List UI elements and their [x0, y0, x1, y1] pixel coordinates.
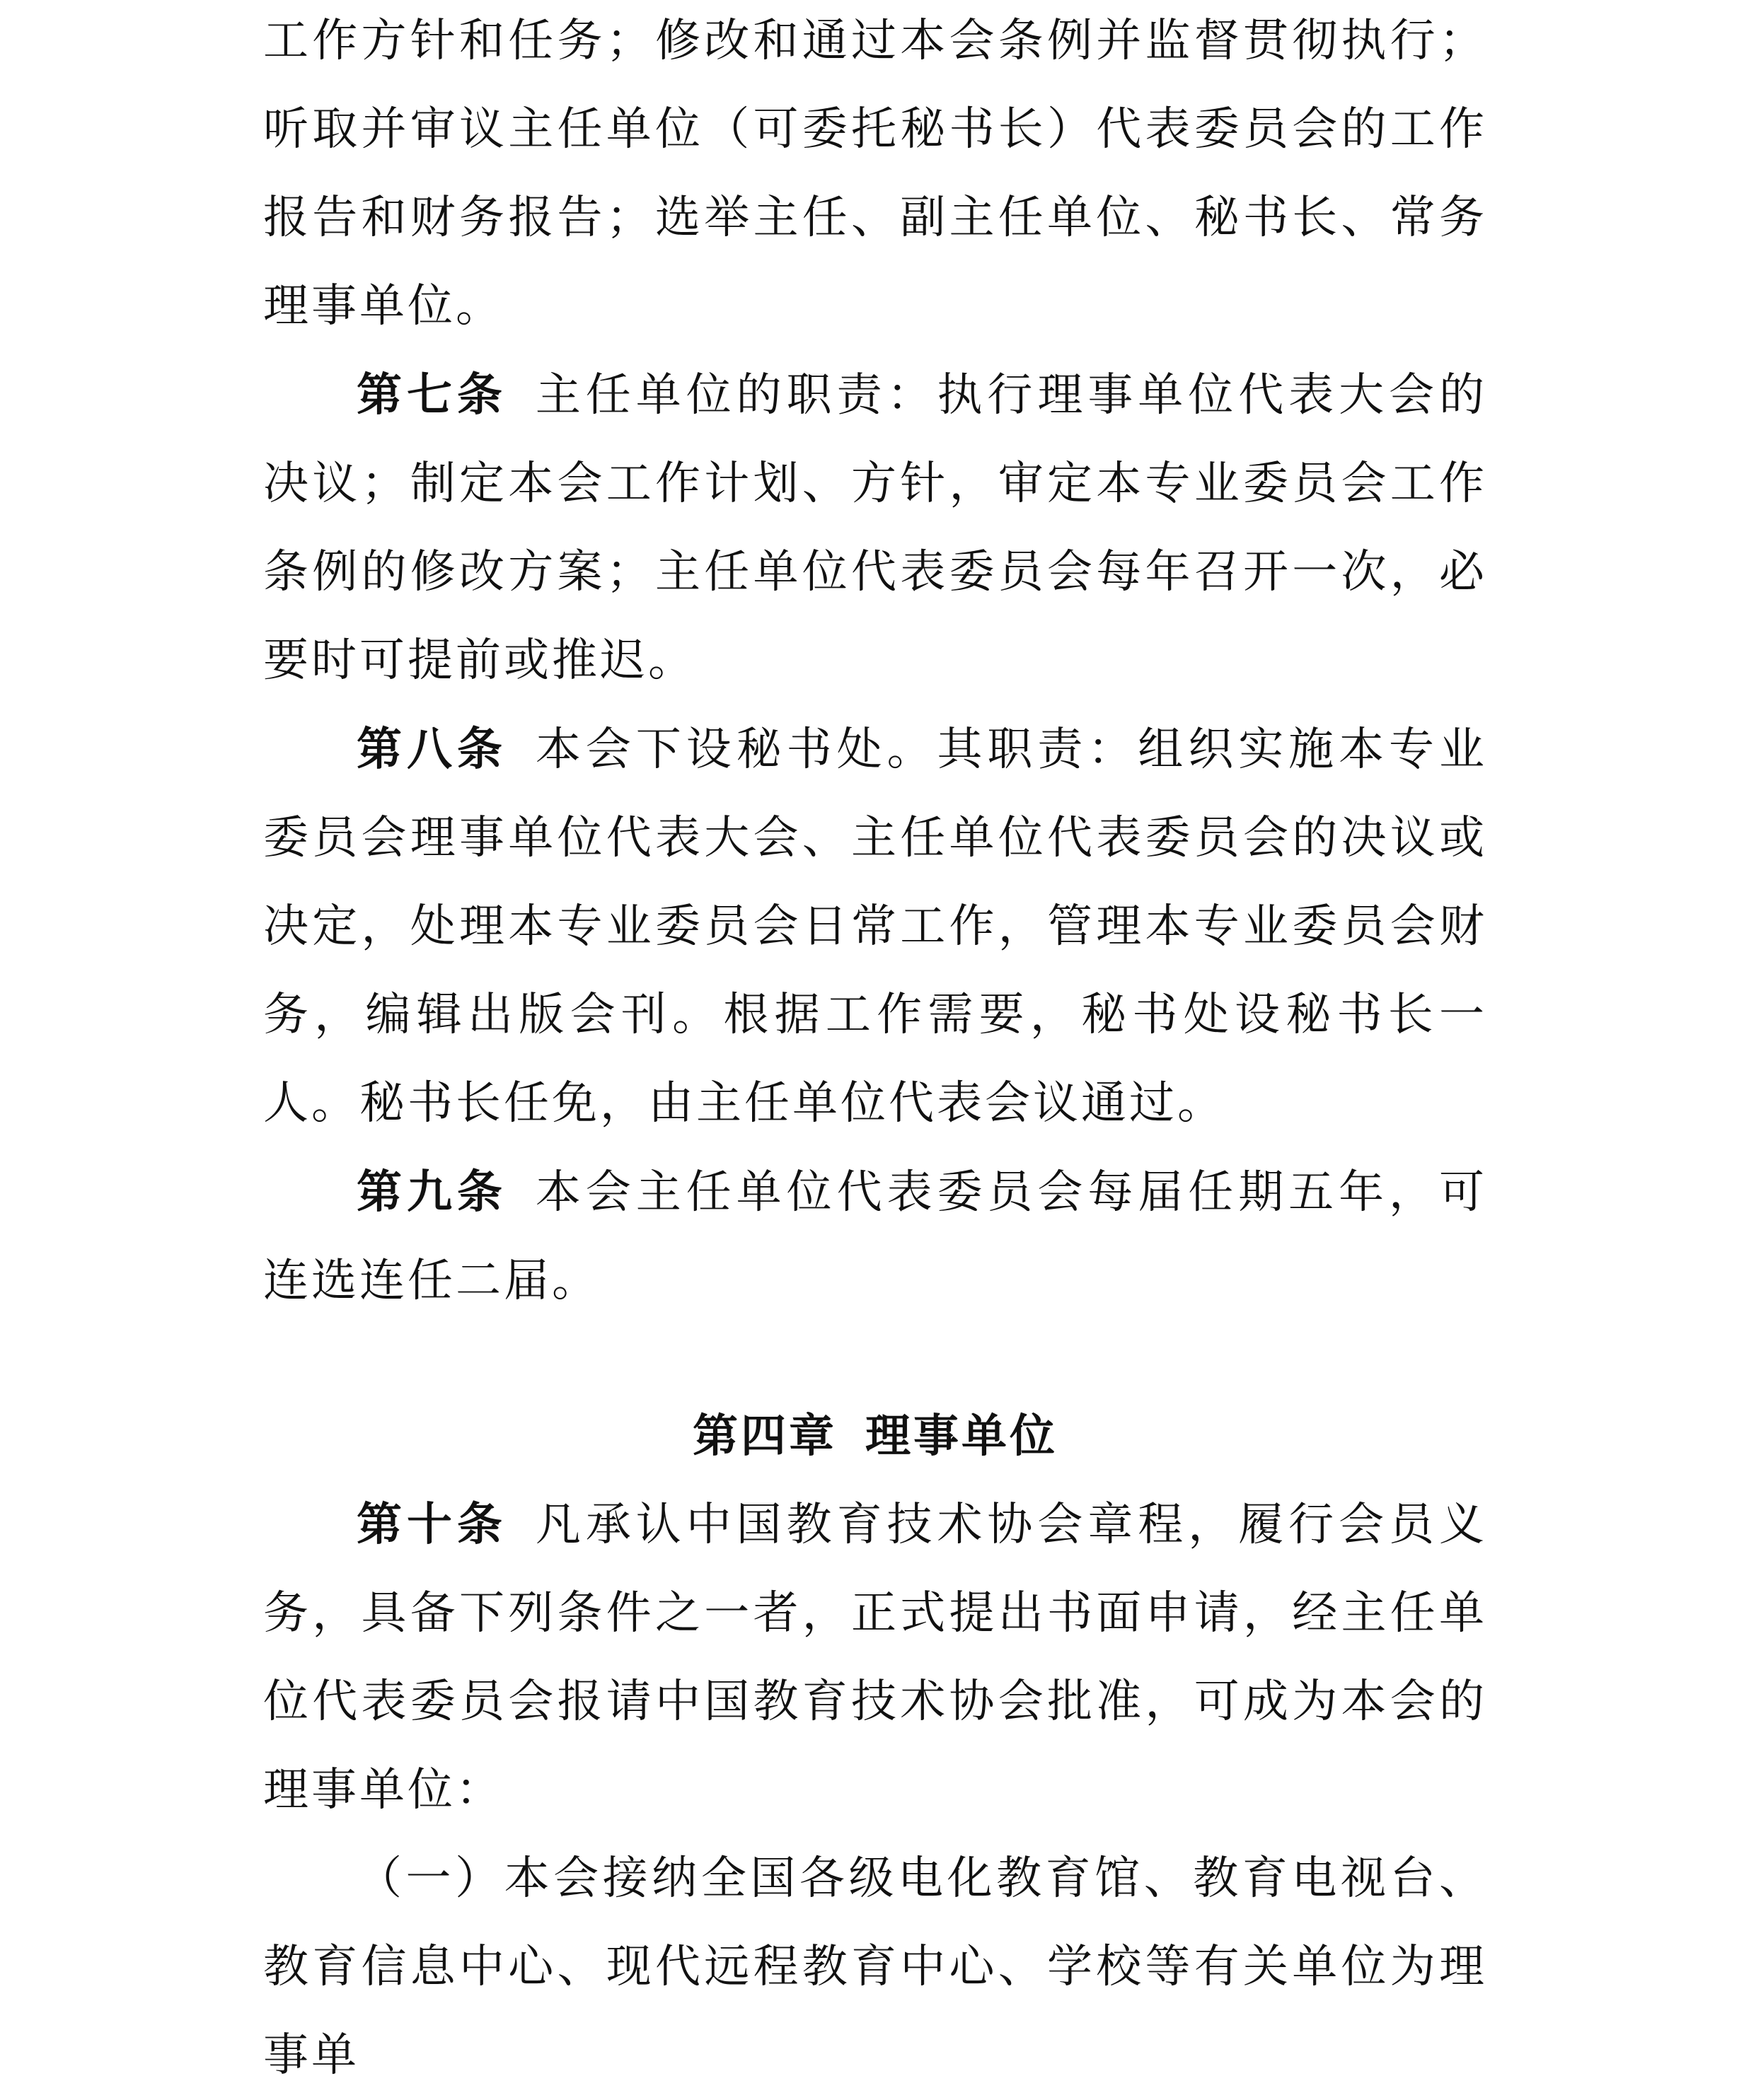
article-8-label: 第八条 — [357, 723, 507, 776]
chapter-number: 第四章 — [693, 1410, 837, 1463]
article-8-text: 本会下设秘书处。其职责：组织实施本专业委员会理事单位代表大会、主任单位代表委员会的决议或决定，处理本专业委员会日常工作，管理本专业委员会财务，编辑出版会刊。根据工作需要，秘书处设秘书长一人。秘书长任免，由主任单位代表会议通过。 — [263, 724, 1488, 1130]
article-10-item-1: （一）本会接纳全国各级电化教育馆、教育电视台、教育信息中心、现代远程教育中心、学校等有关单位为理事单 — [263, 1852, 1487, 2082]
article-9-label: 第九条 — [357, 1166, 507, 1219]
article-10 — [263, 1480, 1487, 1835]
article-10-label: 第十条 — [357, 1498, 507, 1551]
document-page — [263, 0, 1488, 2082]
article-10-text: 凡承认中国教育技术协会章程，履行会员义务，具备下列条件之一者，正式提出书面申请，经主任单位代表委员会报请中国教育技术协会批准，可成为本会的理事单位： — [263, 1499, 1488, 1816]
chapter-title: 理事单位 — [865, 1410, 1058, 1463]
continued-paragraph: 工作方针和任务；修改和通过本会条例并监督贯彻执行；听取并审议主任单位（可委托秘书长）代表委员会的工作报告和财务报告；选举主任、副主任单位、秘书长、常务理事单位。 — [263, 15, 1487, 332]
article-7 — [263, 351, 1487, 705]
article-9 — [263, 1148, 1487, 1325]
article-7-text: 主任单位的职责：执行理事单位代表大会的决议；制定本会工作计划、方针，审定本专业委员会工作条例的修改方案；主任单位代表委员会每年召开一次，必要时可提前或推迟。 — [263, 369, 1488, 687]
chapter-heading — [263, 1392, 1487, 1480]
article-7-label: 第七条 — [357, 369, 507, 422]
article-9-text: 本会主任单位代表委员会每届任期五年，可连选连任二届。 — [263, 1166, 1488, 1307]
article-8 — [263, 705, 1487, 1148]
